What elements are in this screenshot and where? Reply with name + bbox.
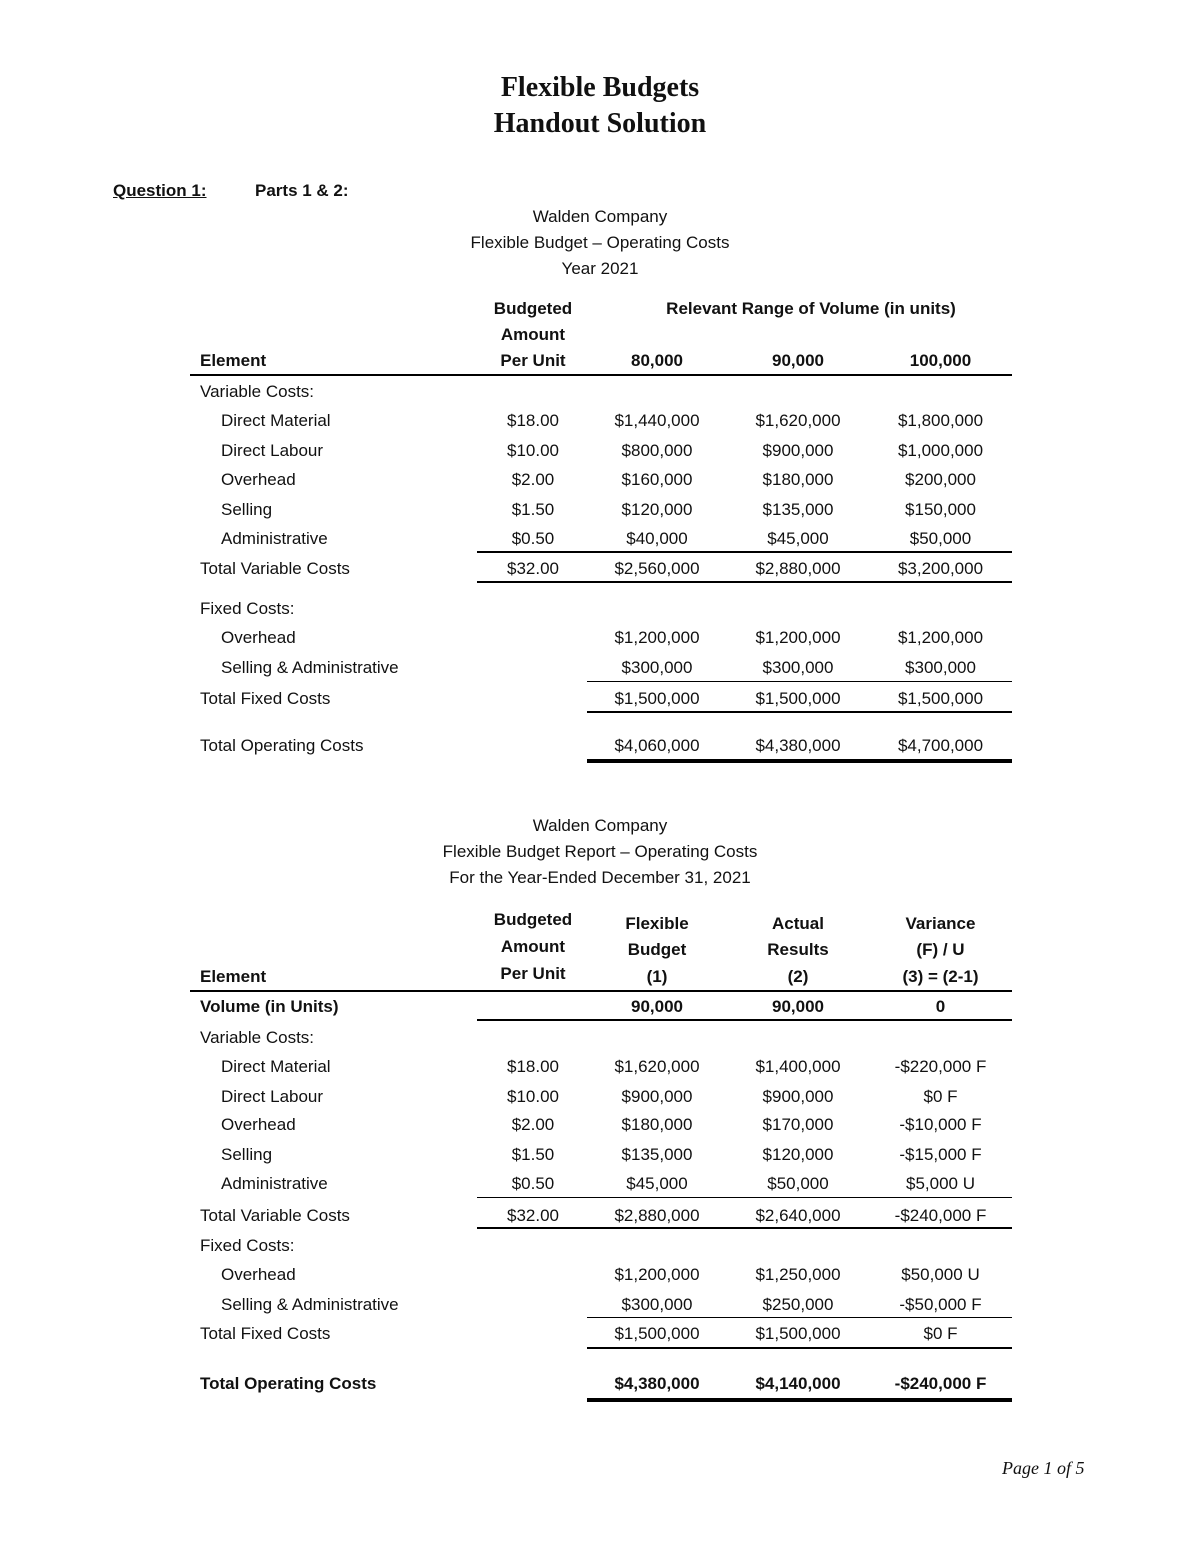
table-row: [190, 1087, 1012, 1113]
per-unit-value: $18.00: [507, 411, 559, 430]
header-budgeted: Budgeted: [493, 910, 573, 929]
table1-subtitle: Flexible Budget – Operating Costs: [470, 233, 730, 252]
per-unit-value: $0.50: [511, 1174, 555, 1193]
cell-value: $120,000: [621, 500, 693, 519]
cell-value: $4,140,000: [755, 1374, 841, 1393]
question-parts: Parts 1 & 2:: [255, 181, 349, 200]
header-col3: (3) = (2-1): [902, 967, 979, 986]
cell-value: 90,000: [631, 997, 683, 1016]
cell-value: $135,000: [621, 1145, 693, 1164]
subtotal-line: [477, 1197, 1012, 1198]
cell-value: -$240,000 F: [894, 1374, 987, 1393]
header-volume-80000: 80,000: [631, 351, 683, 370]
per-unit-value: $32.00: [507, 559, 559, 578]
cell-value: $2,880,000: [614, 1206, 700, 1225]
row-label: Direct Material: [221, 411, 331, 430]
cell-value: $4,380,000: [755, 736, 841, 755]
table-row: [190, 1115, 1012, 1141]
row-label: Selling: [221, 500, 273, 519]
question-header: [113, 181, 349, 201]
cell-value: $900,000: [762, 441, 834, 460]
cell-value: $135,000: [762, 500, 834, 519]
cell-value: $300,000: [905, 658, 976, 677]
cell-value: $1,500,000: [897, 689, 984, 708]
cell-value: -$15,000 F: [899, 1145, 982, 1164]
row-label: Administrative: [221, 529, 328, 548]
cell-value: $120,000: [762, 1145, 834, 1164]
header-budget: Budget: [627, 940, 687, 959]
row-label: Volume (in Units): [200, 997, 339, 1016]
table2-company: Walden Company: [532, 816, 668, 835]
cell-value: $0 F: [923, 1087, 958, 1106]
row-label: Overhead: [221, 470, 296, 489]
header-per-unit: Per Unit: [500, 351, 566, 370]
row-label: Total Operating Costs: [200, 736, 364, 755]
total-line: [477, 581, 1012, 583]
cell-value: $45,000: [626, 1174, 688, 1193]
per-unit-value: $1.50: [511, 500, 555, 519]
header-fu: (F) / U: [916, 940, 965, 959]
header-results: Results: [767, 940, 829, 959]
cell-value: $1,200,000: [897, 628, 984, 647]
cell-value: -$220,000 F: [894, 1057, 987, 1076]
cell-value: $1,200,000: [755, 628, 841, 647]
header-actual: Actual: [772, 914, 824, 933]
cell-value: $250,000: [762, 1295, 834, 1314]
header-col1: (1): [646, 967, 668, 986]
row-label: Selling & Administrative: [221, 658, 399, 677]
per-unit-value: $10.00: [507, 1087, 559, 1106]
cell-value: $1,500,000: [755, 689, 841, 708]
cell-value: $50,000: [909, 529, 972, 548]
header-budgeted: Budgeted: [493, 299, 573, 318]
cell-value: $1,440,000: [614, 411, 700, 430]
header-volume-90000: 90,000: [772, 351, 824, 370]
cell-value: $1,500,000: [614, 1324, 700, 1343]
table-row: [190, 411, 1012, 437]
cell-value: $1,620,000: [614, 1057, 700, 1076]
table-row: [190, 1057, 1012, 1083]
row-label: Direct Labour: [221, 1087, 324, 1106]
header-amount: Amount: [500, 937, 566, 956]
cell-value: $1,400,000: [755, 1057, 841, 1076]
cell-value: $150,000: [905, 500, 976, 519]
header-variance: Variance: [905, 914, 976, 933]
table-row: [190, 500, 1012, 526]
header-divider: [190, 374, 1012, 376]
row-label: Administrative: [221, 1174, 328, 1193]
cell-value: $1,620,000: [755, 411, 841, 430]
cell-value: $800,000: [621, 441, 693, 460]
row-label: Total Fixed Costs: [200, 1324, 331, 1343]
total-line: [587, 711, 1012, 713]
cell-value: $45,000: [767, 529, 829, 548]
header-volume-100000: 100,000: [909, 351, 972, 370]
row-label: Overhead: [221, 1265, 296, 1284]
page-number: Page 1 of 5: [1002, 1458, 1085, 1478]
table2-period: For the Year-Ended December 31, 2021: [449, 868, 751, 887]
cell-value: $300,000: [762, 658, 834, 677]
cell-value: $180,000: [762, 470, 834, 489]
cell-value: $1,500,000: [755, 1324, 841, 1343]
table2-subtitle: Flexible Budget Report – Operating Costs: [442, 842, 758, 861]
total-operating-row: [190, 1374, 1012, 1400]
document-title: Flexible Budgets: [500, 72, 700, 103]
row-label: Direct Labour: [221, 441, 324, 460]
header-col2: (2): [787, 967, 809, 986]
volume-line: [477, 1019, 1012, 1021]
cell-value: $180,000: [621, 1115, 693, 1134]
cell-value: $4,700,000: [897, 736, 984, 755]
cell-value: $1,000,000: [897, 441, 984, 460]
section-fixed-costs: Fixed Costs:: [200, 599, 295, 618]
cell-value: $200,000: [905, 470, 976, 489]
cell-value: -$240,000 F: [894, 1206, 987, 1225]
row-label: Total Variable Costs: [200, 1206, 350, 1225]
cell-value: $5,000 U: [906, 1174, 975, 1193]
per-unit-value: $1.50: [511, 1145, 555, 1164]
header-flexible: Flexible: [625, 914, 689, 933]
table-row: [190, 1145, 1012, 1171]
subtotal-line: [587, 1317, 1012, 1318]
table1-period: Year 2021: [561, 259, 639, 278]
cell-value: -$50,000 F: [899, 1295, 982, 1314]
row-label: Selling: [221, 1145, 273, 1164]
header-amount: Amount: [500, 325, 566, 344]
cell-value: $4,060,000: [614, 736, 700, 755]
table1-company: Walden Company: [532, 207, 668, 226]
table-row: [190, 470, 1012, 496]
table-row: [190, 628, 1012, 654]
table-row: [190, 1265, 1012, 1291]
cell-value: $160,000: [621, 470, 693, 489]
row-label: Total Fixed Costs: [200, 689, 331, 708]
total-line: [587, 1347, 1012, 1349]
cell-value: $170,000: [762, 1115, 834, 1134]
subtotal-line: [587, 681, 1012, 682]
cell-value: $1,250,000: [755, 1265, 841, 1284]
row-label: Total Variable Costs: [200, 559, 350, 578]
row-label: Total Operating Costs: [200, 1374, 377, 1393]
row-label: Overhead: [221, 628, 296, 647]
cell-value: $2,560,000: [614, 559, 700, 578]
row-label: Overhead: [221, 1115, 296, 1134]
cell-value: $900,000: [621, 1087, 693, 1106]
cell-value: $1,200,000: [614, 1265, 700, 1284]
cell-value: 0: [935, 997, 946, 1016]
per-unit-value: $32.00: [507, 1206, 559, 1225]
section-fixed-costs: Fixed Costs:: [200, 1236, 295, 1255]
per-unit-value: $2.00: [511, 470, 555, 489]
section-variable-costs: Variable Costs:: [200, 1028, 315, 1047]
header-divider: [190, 990, 1012, 992]
cell-value: $40,000: [626, 529, 688, 548]
grand-total-line: [587, 759, 1012, 763]
cell-value: $50,000: [767, 1174, 829, 1193]
total-line: [477, 1227, 1012, 1229]
cell-value: $50,000 U: [901, 1265, 980, 1284]
section-variable-costs: Variable Costs:: [200, 382, 315, 401]
cell-value: -$10,000 F: [899, 1115, 982, 1134]
per-unit-value: $10.00: [507, 441, 559, 460]
cell-value: 90,000: [772, 997, 824, 1016]
header-relevant-range: Relevant Range of Volume (in units): [666, 299, 956, 318]
per-unit-value: $18.00: [507, 1057, 559, 1076]
cell-value: $300,000: [621, 658, 693, 677]
cell-value: $0 F: [923, 1324, 958, 1343]
per-unit-value: $2.00: [511, 1115, 555, 1134]
cell-value: $3,200,000: [897, 559, 984, 578]
header-per-unit: Per Unit: [500, 964, 566, 983]
cell-value: $1,800,000: [897, 411, 984, 430]
subtotal-line: [477, 551, 1012, 553]
cell-value: $2,640,000: [755, 1206, 841, 1225]
cell-value: $4,380,000: [614, 1374, 700, 1393]
per-unit-value: $0.50: [511, 529, 555, 548]
cell-value: $1,500,000: [614, 689, 700, 708]
row-label: Selling & Administrative: [221, 1295, 399, 1314]
question-label: Question 1:: [113, 181, 207, 200]
cell-value: $900,000: [762, 1087, 834, 1106]
header-element: Element: [200, 967, 267, 986]
header-element: Element: [200, 351, 267, 370]
cell-value: $300,000: [621, 1295, 693, 1314]
grand-total-line: [587, 1398, 1012, 1402]
cell-value: $2,880,000: [755, 559, 841, 578]
row-label: Direct Material: [221, 1057, 331, 1076]
cell-value: $1,200,000: [614, 628, 700, 647]
table-row: [190, 441, 1012, 467]
document-subtitle: Handout Solution: [493, 108, 707, 139]
